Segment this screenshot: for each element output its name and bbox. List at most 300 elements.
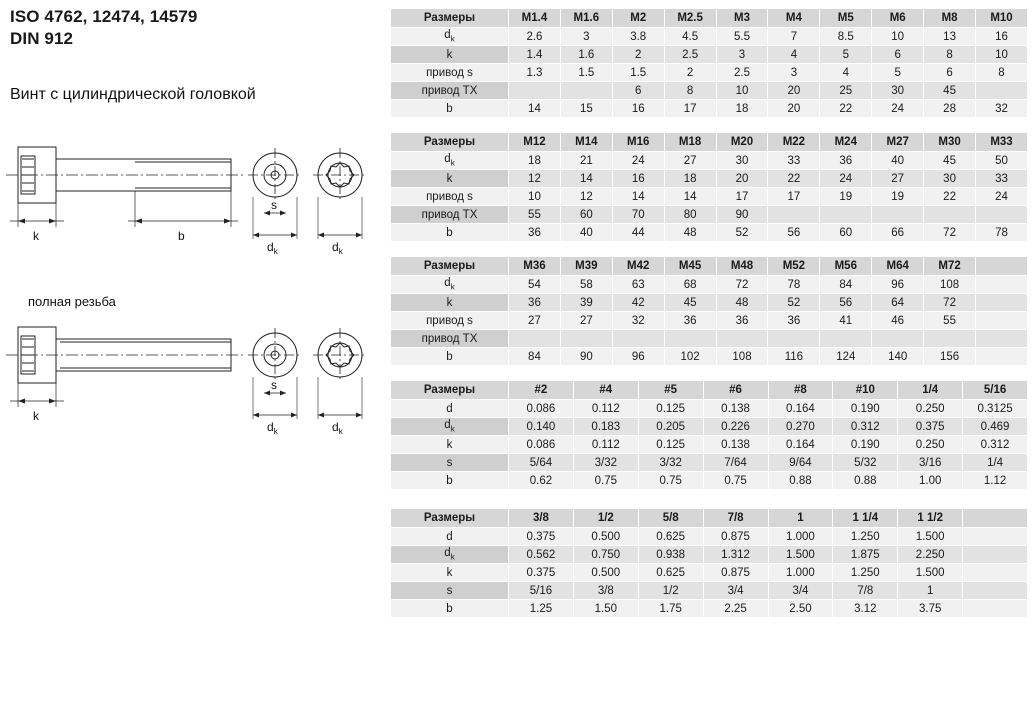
column-header-size: 5/8	[638, 509, 703, 528]
row-header: привод ТХ	[391, 206, 509, 224]
column-header-size: M39	[560, 257, 612, 276]
table-cell: 0.140	[509, 418, 574, 436]
table-cell: 8.5	[820, 28, 872, 46]
table-row	[391, 28, 1028, 46]
screw-drawing-partial-thread	[0, 135, 384, 270]
table-cell: 0.62	[509, 472, 574, 490]
table-cell: 22	[924, 188, 976, 206]
table-row	[391, 312, 1028, 330]
row-header: $d_k$	[391, 152, 509, 170]
table-cell: 16	[976, 28, 1028, 46]
table-cell: 102	[664, 348, 716, 366]
table-row	[391, 224, 1028, 242]
table-cell: 2.5	[664, 46, 716, 64]
column-header-size: M24	[820, 133, 872, 152]
table-cell: 1.4	[509, 46, 561, 64]
dim-label-dk-4: $d_k$	[332, 420, 343, 436]
table-cell: 5/64	[509, 454, 574, 472]
table-cell: 0.312	[963, 436, 1028, 454]
table-cell: 10	[976, 46, 1028, 64]
table-cell: 1.000	[768, 528, 833, 546]
table-cell: 3.12	[833, 600, 898, 618]
table-row	[391, 436, 1028, 454]
table-row	[391, 100, 1028, 118]
column-header-size: M2.5	[664, 9, 716, 28]
table-cell: 3/16	[898, 454, 963, 472]
table-cell: 7/64	[703, 454, 768, 472]
table-cell: 0.164	[768, 436, 833, 454]
table-cell: 27	[664, 152, 716, 170]
column-header-size: M1.4	[509, 9, 561, 28]
table-cell: 5/32	[833, 454, 898, 472]
table-cell: 0.190	[833, 400, 898, 418]
table-imperial-fractional-wrap	[390, 508, 1034, 618]
table-cell: 66	[872, 224, 924, 242]
table-cell: 58	[560, 276, 612, 294]
table-cell: 4	[768, 46, 820, 64]
column-header-size: M45	[664, 257, 716, 276]
table-cell: 1.5	[612, 64, 664, 82]
table-cell: 10	[509, 188, 561, 206]
table-cell: 0.88	[768, 472, 833, 490]
dim-label-dk-1: $d_k$	[267, 240, 278, 256]
table-cell: 0.138	[703, 400, 768, 418]
row-header: d	[391, 400, 509, 418]
table-cell: 33	[768, 152, 820, 170]
table-cell: 14	[560, 170, 612, 188]
table-cell: 0.125	[638, 400, 703, 418]
table-cell: 0.226	[703, 418, 768, 436]
table-cell: 14	[612, 188, 664, 206]
table-cell: 5/16	[509, 582, 574, 600]
column-header-size: M42	[612, 257, 664, 276]
table-cell: 0.086	[509, 400, 574, 418]
table-cell	[976, 276, 1028, 294]
table-row	[391, 546, 1028, 564]
table-cell: 30	[716, 152, 768, 170]
table-cell: 68	[664, 276, 716, 294]
table-cell: 1.00	[898, 472, 963, 490]
table-cell: 14	[664, 188, 716, 206]
table-header-row	[391, 509, 1028, 528]
table-cell: 19	[820, 188, 872, 206]
table-row	[391, 46, 1028, 64]
table-cell: 2.25	[703, 600, 768, 618]
table-body	[391, 400, 1028, 490]
table-cell: 52	[716, 224, 768, 242]
column-header-label: Размеры	[391, 381, 509, 400]
table-row	[391, 170, 1028, 188]
table-cell: 13	[924, 28, 976, 46]
table-cell: 3	[716, 46, 768, 64]
row-header: привод s	[391, 188, 509, 206]
table-cell: 1.500	[768, 546, 833, 564]
table-cell	[976, 330, 1028, 348]
table-cell: 25	[820, 82, 872, 100]
table-cell: 0.183	[573, 418, 638, 436]
table-row	[391, 418, 1028, 436]
table-header-row	[391, 9, 1028, 28]
table-cell: 60	[820, 224, 872, 242]
dim-label-k-2: k	[33, 409, 39, 423]
dim-label-b: b	[178, 229, 185, 243]
table-cell: 0.270	[768, 418, 833, 436]
column-header-size: 1 1/4	[833, 509, 898, 528]
table-cell: 16	[612, 170, 664, 188]
row-header: b	[391, 472, 509, 490]
table-cell: 30	[924, 170, 976, 188]
table-cell: 20	[768, 82, 820, 100]
column-header-size: M8	[924, 9, 976, 28]
title-line-2: DIN 912	[10, 29, 74, 48]
table-cell: 3/32	[638, 454, 703, 472]
table-cell: 1.250	[833, 528, 898, 546]
table-cell: 3.75	[898, 600, 963, 618]
row-header: b	[391, 600, 509, 618]
column-header-size: M1.6	[560, 9, 612, 28]
table-header-row	[391, 133, 1028, 152]
table-cell: 0.562	[509, 546, 574, 564]
table-cell: 64	[872, 294, 924, 312]
table-row	[391, 472, 1028, 490]
table-cell: 3/4	[768, 582, 833, 600]
table-imperial-numbered	[390, 380, 1028, 490]
table-cell: 0.164	[768, 400, 833, 418]
table-cell	[820, 330, 872, 348]
document-title	[10, 6, 370, 50]
column-header-size: M3	[716, 9, 768, 28]
table-cell: 46	[872, 312, 924, 330]
table-cell: 10	[872, 28, 924, 46]
row-header: b	[391, 224, 509, 242]
table-cell: 78	[976, 224, 1028, 242]
table-header-row	[391, 257, 1028, 276]
table-cell: 18	[716, 100, 768, 118]
table-row	[391, 188, 1028, 206]
table-cell: 17	[716, 188, 768, 206]
table-cell: 14	[509, 100, 561, 118]
dim-label-s-2: s	[271, 378, 277, 392]
table-row	[391, 582, 1028, 600]
table-cell: 30	[872, 82, 924, 100]
table-cell: 72	[924, 294, 976, 312]
row-header: k	[391, 564, 509, 582]
table-cell: 1.312	[703, 546, 768, 564]
table-cell: 22	[768, 170, 820, 188]
table-cell: 12	[560, 188, 612, 206]
table-cell: 0.250	[898, 400, 963, 418]
table-cell: 2.50	[768, 600, 833, 618]
table-cell: 1.75	[638, 600, 703, 618]
table-cell	[976, 206, 1028, 224]
dim-label-dk-3: $d_k$	[267, 420, 278, 436]
table-cell	[924, 206, 976, 224]
column-header-size: M30	[924, 133, 976, 152]
table-cell: 45	[664, 294, 716, 312]
column-header-size: M56	[820, 257, 872, 276]
table-cell: 39	[560, 294, 612, 312]
column-header-label: Размеры	[391, 257, 509, 276]
table-cell: 60	[560, 206, 612, 224]
row-header: $d_k$	[391, 276, 509, 294]
table-cell: 40	[872, 152, 924, 170]
table-cell: 55	[924, 312, 976, 330]
row-header: привод s	[391, 312, 509, 330]
table-cell: 0.138	[703, 436, 768, 454]
table-cell: 48	[716, 294, 768, 312]
table-cell	[820, 206, 872, 224]
row-header: s	[391, 454, 509, 472]
table-cell: 48	[664, 224, 716, 242]
table-cell	[716, 330, 768, 348]
table-cell: 3/32	[573, 454, 638, 472]
row-header: k	[391, 294, 509, 312]
table-metric-small	[390, 8, 1028, 118]
table-cell: 56	[768, 224, 820, 242]
table-cell: 1	[898, 582, 963, 600]
table-cell: 0.938	[638, 546, 703, 564]
column-header-size: 5/16	[963, 381, 1028, 400]
column-header-size: #4	[573, 381, 638, 400]
column-header-size: M33	[976, 133, 1028, 152]
table-cell: 0.375	[509, 564, 574, 582]
table-row	[391, 294, 1028, 312]
row-header: b	[391, 348, 509, 366]
table-row	[391, 64, 1028, 82]
table-row	[391, 528, 1028, 546]
table-body	[391, 152, 1028, 242]
table-cell	[509, 330, 561, 348]
table-cell	[612, 330, 664, 348]
column-header-size: 7/8	[703, 509, 768, 528]
table-cell: 20	[768, 100, 820, 118]
table-cell: 0.500	[573, 528, 638, 546]
table-body	[391, 528, 1028, 618]
table-cell	[560, 330, 612, 348]
column-header-size	[963, 509, 1028, 528]
table-cell: 36	[664, 312, 716, 330]
column-header-size: #5	[638, 381, 703, 400]
table-cell: 0.625	[638, 528, 703, 546]
title-line-1: ISO 4762, 12474, 14579	[10, 7, 198, 26]
table-cell: 1.250	[833, 564, 898, 582]
column-header-size: M18	[664, 133, 716, 152]
table-cell	[768, 206, 820, 224]
table-cell: 124	[820, 348, 872, 366]
table-cell: 80	[664, 206, 716, 224]
column-header-size: #6	[703, 381, 768, 400]
table-metric-large	[390, 256, 1028, 366]
table-cell: 3.8	[612, 28, 664, 46]
column-header-size: M64	[872, 257, 924, 276]
row-header: привод ТХ	[391, 330, 509, 348]
table-row	[391, 82, 1028, 100]
table-cell: 36	[509, 224, 561, 242]
table-cell: 24	[612, 152, 664, 170]
table-cell	[768, 330, 820, 348]
table-cell: 36	[820, 152, 872, 170]
table-cell	[872, 206, 924, 224]
table-cell: 108	[716, 348, 768, 366]
row-header: привод s	[391, 64, 509, 82]
table-cell	[560, 82, 612, 100]
table-cell: 18	[509, 152, 561, 170]
column-header-label: Размеры	[391, 9, 509, 28]
table-cell: 116	[768, 348, 820, 366]
column-header-label: Размеры	[391, 509, 509, 528]
column-header-size: M10	[976, 9, 1028, 28]
table-row	[391, 400, 1028, 418]
table-cell: 6	[612, 82, 664, 100]
table-cell: 3	[768, 64, 820, 82]
column-header-size: M48	[716, 257, 768, 276]
table-cell: 1/4	[963, 454, 1028, 472]
table-body	[391, 276, 1028, 366]
row-header: привод ТХ	[391, 82, 509, 100]
table-row	[391, 348, 1028, 366]
table-row	[391, 564, 1028, 582]
row-header: k	[391, 436, 509, 454]
table-cell: 3/4	[703, 582, 768, 600]
table-cell: 36	[509, 294, 561, 312]
column-header-size: #8	[768, 381, 833, 400]
table-cell: 27	[560, 312, 612, 330]
table-imperial-fractional	[390, 508, 1028, 618]
table-cell: 0.469	[963, 418, 1028, 436]
table-cell: 22	[820, 100, 872, 118]
table-cell: 8	[976, 64, 1028, 82]
table-cell	[664, 330, 716, 348]
table-cell: 16	[612, 100, 664, 118]
drawing-column	[0, 0, 384, 703]
row-header: k	[391, 46, 509, 64]
table-cell: 24	[872, 100, 924, 118]
table-cell: 140	[872, 348, 924, 366]
column-header-size: M20	[716, 133, 768, 152]
table-cell: 1.3	[509, 64, 561, 82]
table-cell: 96	[612, 348, 664, 366]
column-header-size: #2	[509, 381, 574, 400]
table-cell: 0.875	[703, 564, 768, 582]
table-cell	[509, 82, 561, 100]
table-cell: 27	[509, 312, 561, 330]
table-cell: 1.50	[573, 600, 638, 618]
table-cell: 2.250	[898, 546, 963, 564]
table-cell: 4.5	[664, 28, 716, 46]
table-cell: 3/8	[573, 582, 638, 600]
table-row	[391, 206, 1028, 224]
table-cell: 41	[820, 312, 872, 330]
table-cell: 1.6	[560, 46, 612, 64]
spec-tables	[390, 0, 1034, 630]
column-header-size: M4	[768, 9, 820, 28]
table-cell: 7/8	[833, 582, 898, 600]
table-cell: 56	[820, 294, 872, 312]
column-header-size: M16	[612, 133, 664, 152]
row-header: b	[391, 100, 509, 118]
column-header-size: M6	[872, 9, 924, 28]
table-cell: 55	[509, 206, 561, 224]
table-body	[391, 28, 1028, 118]
table-cell	[963, 564, 1028, 582]
column-header-size	[976, 257, 1028, 276]
column-header-size: M27	[872, 133, 924, 152]
table-cell: 42	[612, 294, 664, 312]
table-metric-medium-wrap	[390, 132, 1034, 242]
table-cell: 18	[664, 170, 716, 188]
screw-drawing-full-thread	[0, 315, 384, 450]
table-cell: 1.12	[963, 472, 1028, 490]
table-cell: 45	[924, 82, 976, 100]
column-header-size: M2	[612, 9, 664, 28]
table-cell: 40	[560, 224, 612, 242]
table-cell: 0.250	[898, 436, 963, 454]
table-cell: 21	[560, 152, 612, 170]
table-cell: 0.375	[898, 418, 963, 436]
column-header-size: 1 1/2	[898, 509, 963, 528]
table-cell	[976, 348, 1028, 366]
table-cell: 19	[872, 188, 924, 206]
table-cell: 17	[664, 100, 716, 118]
table-cell: 0.112	[573, 400, 638, 418]
table-cell: 0.190	[833, 436, 898, 454]
table-cell: 17	[768, 188, 820, 206]
table-cell: 1.500	[898, 528, 963, 546]
column-header-size: M14	[560, 133, 612, 152]
row-header: k	[391, 170, 509, 188]
column-header-size: M22	[768, 133, 820, 152]
table-cell: 10	[716, 82, 768, 100]
table-cell: 45	[924, 152, 976, 170]
dim-label-k: k	[33, 229, 39, 243]
table-cell: 44	[612, 224, 664, 242]
table-cell: 84	[820, 276, 872, 294]
column-header-size: 1/2	[573, 509, 638, 528]
table-cell: 8	[664, 82, 716, 100]
table-cell: 5.5	[716, 28, 768, 46]
table-cell: 2.6	[509, 28, 561, 46]
table-cell: 28	[924, 100, 976, 118]
table-cell	[976, 312, 1028, 330]
full-thread-label: полная резьба	[28, 294, 116, 309]
table-cell	[976, 294, 1028, 312]
table-metric-small-wrap	[390, 8, 1034, 118]
table-cell: 0.375	[509, 528, 574, 546]
table-row	[391, 454, 1028, 472]
table-cell: 24	[820, 170, 872, 188]
table-cell: 36	[768, 312, 820, 330]
table-cell	[963, 600, 1028, 618]
table-cell: 5	[820, 46, 872, 64]
table-cell: 0.086	[509, 436, 574, 454]
table-cell: 6	[924, 64, 976, 82]
table-cell: 20	[716, 170, 768, 188]
table-cell: 15	[560, 100, 612, 118]
column-header-size: 1	[768, 509, 833, 528]
table-cell: 32	[612, 312, 664, 330]
column-header-size: M52	[768, 257, 820, 276]
table-cell: 78	[768, 276, 820, 294]
table-cell: 0.125	[638, 436, 703, 454]
table-cell: 2	[612, 46, 664, 64]
table-row	[391, 600, 1028, 618]
column-header-size: 3/8	[509, 509, 574, 528]
column-header-size: M5	[820, 9, 872, 28]
table-cell: 9/64	[768, 454, 833, 472]
row-header: $d_k$	[391, 546, 509, 564]
table-cell: 90	[716, 206, 768, 224]
table-cell: 52	[768, 294, 820, 312]
